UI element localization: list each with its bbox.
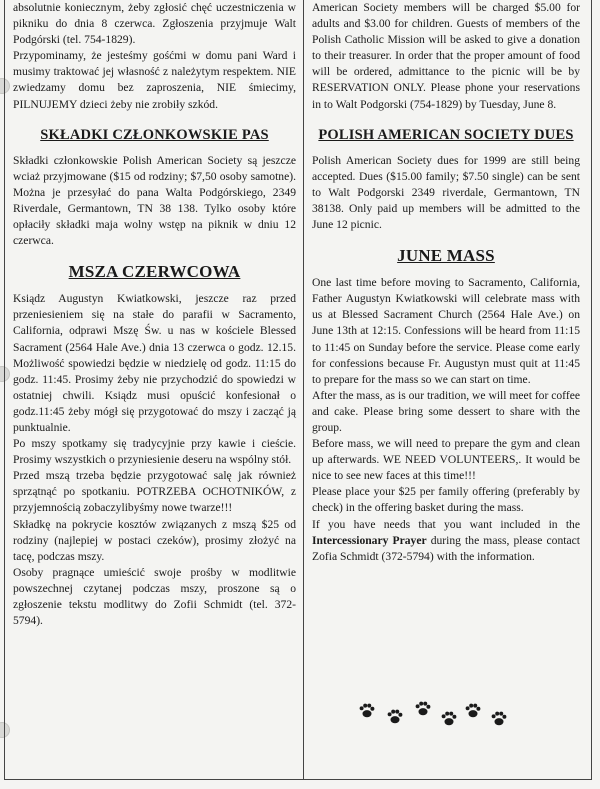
prayer-paragraph-en bbox=[312, 517, 580, 565]
paw-prints-decoration bbox=[358, 700, 518, 730]
paw-print-icon bbox=[464, 702, 482, 720]
coffee-paragraph-pl: Po mszy spotkamy się tradycyjnie przy kawie i cieście. Prosimy wszystkich o przyniesienie deseru na wspólny stół. bbox=[13, 437, 296, 467]
mass-heading-pl: MSZA CZERWCOWA bbox=[68, 262, 241, 282]
prayer-text-end: during the mass, please contact Zofia Schmidt (372-5794) with the information. bbox=[312, 533, 581, 563]
dues-paragraph-en: Polish American Society dues for 1999 are still being accepted. Dues ($15.00 family; $7.50 single) can be sent to Walt Podgorski 2349 riverdale, Germantown, TN 38138. Only paid up members will be admitted to the June 12 picnic. bbox=[312, 153, 580, 232]
right-column bbox=[312, 0, 580, 565]
coffee-paragraph-en: After the mass, as is our tradition, we will meet for coffee and cake. Please bring some dessert to share with the group. bbox=[312, 388, 580, 434]
mass-paragraph-pl: Ksiądz Augustyn Kwiatkowski, jeszcze raz przed przeniesieniem się na stałe do parafii w Sacramento, California, odprawi Mszę Św. u nas w kościele Blessed Sacrament (2564 Hale Ave.) dnia 13 czerwca o godz. 12.15. Możliwość spowiedzi będzie w niedzielę od godz. 11:15 do godz. 11:45. Prosimy żeby nie przychodzić do spowiedzi w ostatniej chwili. Ksiądz musi opuścić konfesionał o godz.11:45 żeby mógł się przygotować do mszy i zacząć ją punktualnie. bbox=[13, 292, 296, 434]
paw-print-icon bbox=[490, 710, 508, 728]
offering-paragraph-en: Please place your $25 per family offering (preferably by check) in the offering basket during the mass. bbox=[312, 485, 580, 515]
dues-heading-en: POLISH AMERICAN SOCIETY DUES bbox=[318, 126, 574, 143]
picnic-signup-paragraph: absolutnie koniecznym, żeby zgłosić chęć uczestniczenia w pikniku do dnia 8 czerwca. Zgłoszenia przyjmuje Walt Podgórski (tel. 754-1829). bbox=[13, 1, 296, 47]
dues-paragraph-pl: Składki członkowskie Polish American Society są jeszcze wciaż przyjmowane ($15 od rodziny; $7,50 osoby samotne). Można je przesyłać do pana Walta Podgórskiego, 2349 Riverdale, Germantown, TN 38 138. Tylko osoby które opłaciły składki maja wolny wstęp na piknik w dniu 12 czerwca. bbox=[13, 153, 296, 248]
mass-heading-en: JUNE MASS bbox=[397, 246, 495, 266]
volunteers-paragraph-en: Before mass, we will need to prepare the gym and clean up afterwards. WE NEED VOLUNTEERS,. It would be nice to see new faces at this time!!! bbox=[312, 437, 580, 483]
paw-print-icon bbox=[440, 710, 458, 728]
offering-paragraph-pl: Składkę na pokrycie kosztów związanych z mszą $25 od rodziny (najlepiej w postaci czeków), prosimy złożyć na tacę, podczas mszy. bbox=[13, 517, 296, 563]
column-divider bbox=[303, 0, 304, 780]
paw-print-icon bbox=[358, 702, 376, 720]
dues-heading-pl: SKŁADKI CZŁONKOWSKIE PAS bbox=[40, 126, 269, 143]
mass-paragraph-en: One last time before moving to Sacramento, California, Father Augustyn Kwiatkowski will celebrate mass with us at Blessed Sacrament Church (2564 Hale Ave.) on June 13th at 12:15. Confessions will be heard from 11:15 to 11:45 on Sunday before the service. Please come early for confessions because Fr. Augustyn must quit at 11:45 to prepare for the mass so we can start on time. bbox=[312, 276, 580, 386]
guest-reminder-paragraph: Przypominamy, że jesteśmy gośćmi w domu pani Ward i musimy traktować jej własność z należytym respektem. NIE zwiedzamy domu bez zaproszenia, NIE śmiecimy, PILNUJEMY dzieci żeby nie zrobiły szkód. bbox=[13, 49, 296, 111]
prayer-text-start: If you have needs that you want included in the bbox=[312, 517, 580, 531]
volunteers-paragraph-pl: Przed mszą trzeba będzie przygotować salę jak również sprzątnąć po spotkaniu. POTRZEBA OCHOTNIKÓW, z przyjemnością zobaczylibyśmy nowe twarze!!! bbox=[13, 469, 296, 515]
picnic-fees-paragraph: American Society members will be charged $5.00 for adults and $3.00 for children. Guests of members of the Polish Catholic Mission will be asked to give a donation to their treasurer. In order that the proper amount of food will be ordered, admittance to the picnic will be by RESERVATION ONLY. Please phone your reservations in to Walt Podgorski (754-1829) by Tuesday, June 8. bbox=[312, 1, 580, 111]
prayer-paragraph-pl: Osoby pragnące umieścić swoje prośby w modlitwie powszechnej czytanej podczas mszy, proszone są o zgłoszenie tekstu modlitwy do Zofii Schmidt (tel. 372-5794). bbox=[13, 565, 296, 628]
left-column bbox=[13, 0, 296, 629]
intercessionary-prayer-label: Intercessionary Prayer bbox=[312, 533, 427, 547]
paw-print-icon bbox=[386, 708, 404, 726]
paw-print-icon bbox=[414, 700, 432, 718]
